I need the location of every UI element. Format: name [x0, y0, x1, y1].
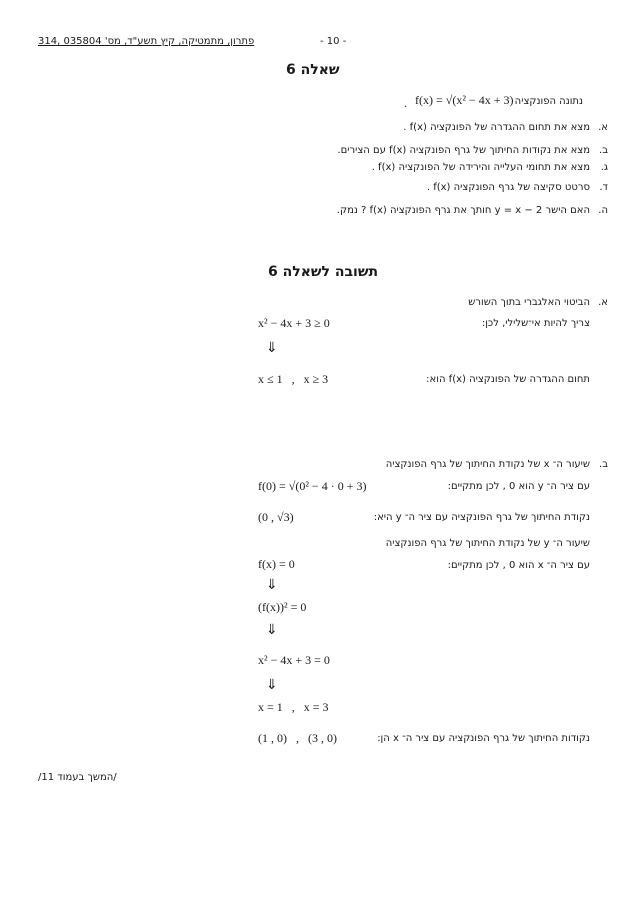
answer-b-line5: עם ציר ה־ x הוא 0 , לכן מתקיים: [447, 560, 590, 571]
answer-b-line2: עם ציר ה־ y הוא 0 , לכן מתקיים: [447, 481, 590, 492]
document-source: פתרון, מתמטיקה, קיץ תשע"ד, מס' 035804 ,314 [38, 36, 255, 47]
answer-b-math-final: (1 , 0) , (3 , 0) [258, 731, 337, 745]
implies-arrow: ⇓ [266, 340, 278, 356]
answer-a-domain-text: תחום ההגדרה של הפונקציה f(x) הוא: [426, 374, 590, 385]
given-formula: f(x) = √(x² − 4x + 3) [415, 93, 514, 107]
answer-b-math1: f(0) = √(0² − 4 · 0 + 3) [258, 479, 367, 493]
answer-a-intro: הביטוי האלגברי בתוך השורש [468, 297, 590, 308]
answer-b-line1: שיעור ה־ x של נקודת החיתוך של גרף הפונקציה [385, 459, 590, 470]
answer-b-math2: (0 , √3) [258, 510, 294, 524]
item-label-d: ד. [599, 182, 608, 193]
answer-b-line4: שיעור ה־ y של נקודת החיתוך של גרף הפונקציה [385, 538, 590, 549]
answer-b-step4: x = 1 , x = 3 [258, 700, 329, 714]
answer-a-condition-math: x² − 4x + 3 ≥ 0 [258, 316, 330, 330]
answer-b-label: ב. [599, 459, 608, 470]
answer-a-label: א. [598, 297, 608, 308]
implies-arrow: ⇓ [266, 622, 278, 638]
answer-b-line6: נקודות החיתוך של גרף הפונקציה עם ציר ה־ x הן: [377, 733, 590, 744]
item-label-b: ב. [599, 145, 608, 156]
answer-b-step3: x² − 4x + 3 = 0 [258, 653, 330, 667]
question-title: שאלה 6 [286, 62, 340, 78]
item-text-c: מצא את תחומי העלייה והירידה של הפונקציה f(x) . [371, 162, 590, 173]
item-label-a: א. [598, 122, 608, 133]
answer-b-line3: נקודת החיתוך של גרף הפונקציה עם ציר ה־ y היא: [373, 512, 590, 523]
answer-b-step2: (f(x))² = 0 [258, 600, 307, 614]
given-tail: . [404, 96, 407, 110]
item-text-a: מצא את תחום ההגדרה של הפונקציה f(x) . [403, 122, 590, 133]
given-label: נתונה הפונקציה [514, 96, 583, 107]
answer-a-domain-math: x ≤ 1 , x ≥ 3 [258, 372, 329, 386]
item-label-c: ג. [600, 162, 608, 173]
page-number: - 10 - [320, 36, 347, 47]
answer-b-step1: f(x) = 0 [258, 557, 295, 571]
item-text-e: האם הישר y = x − 2 חותך את גרף הפונקציה f(x) ? נמק. [336, 205, 590, 216]
continue-note: /המשך בעמוד 11/ [38, 772, 117, 783]
item-label-e: ה. [598, 205, 608, 216]
implies-arrow: ⇓ [266, 577, 278, 593]
item-text-d: סרטט סקיצה של גרף הפונקציה f(x) . [426, 182, 590, 193]
answer-a-condition-text: צריך להיות אי־שלילי, לכן: [481, 318, 590, 329]
implies-arrow: ⇓ [266, 677, 278, 693]
item-text-b: מצא את נקודות החיתוך של גרף הפונקציה f(x) עם הצירים. [337, 145, 590, 156]
answer-title: תשובה לשאלה 6 [268, 264, 379, 280]
